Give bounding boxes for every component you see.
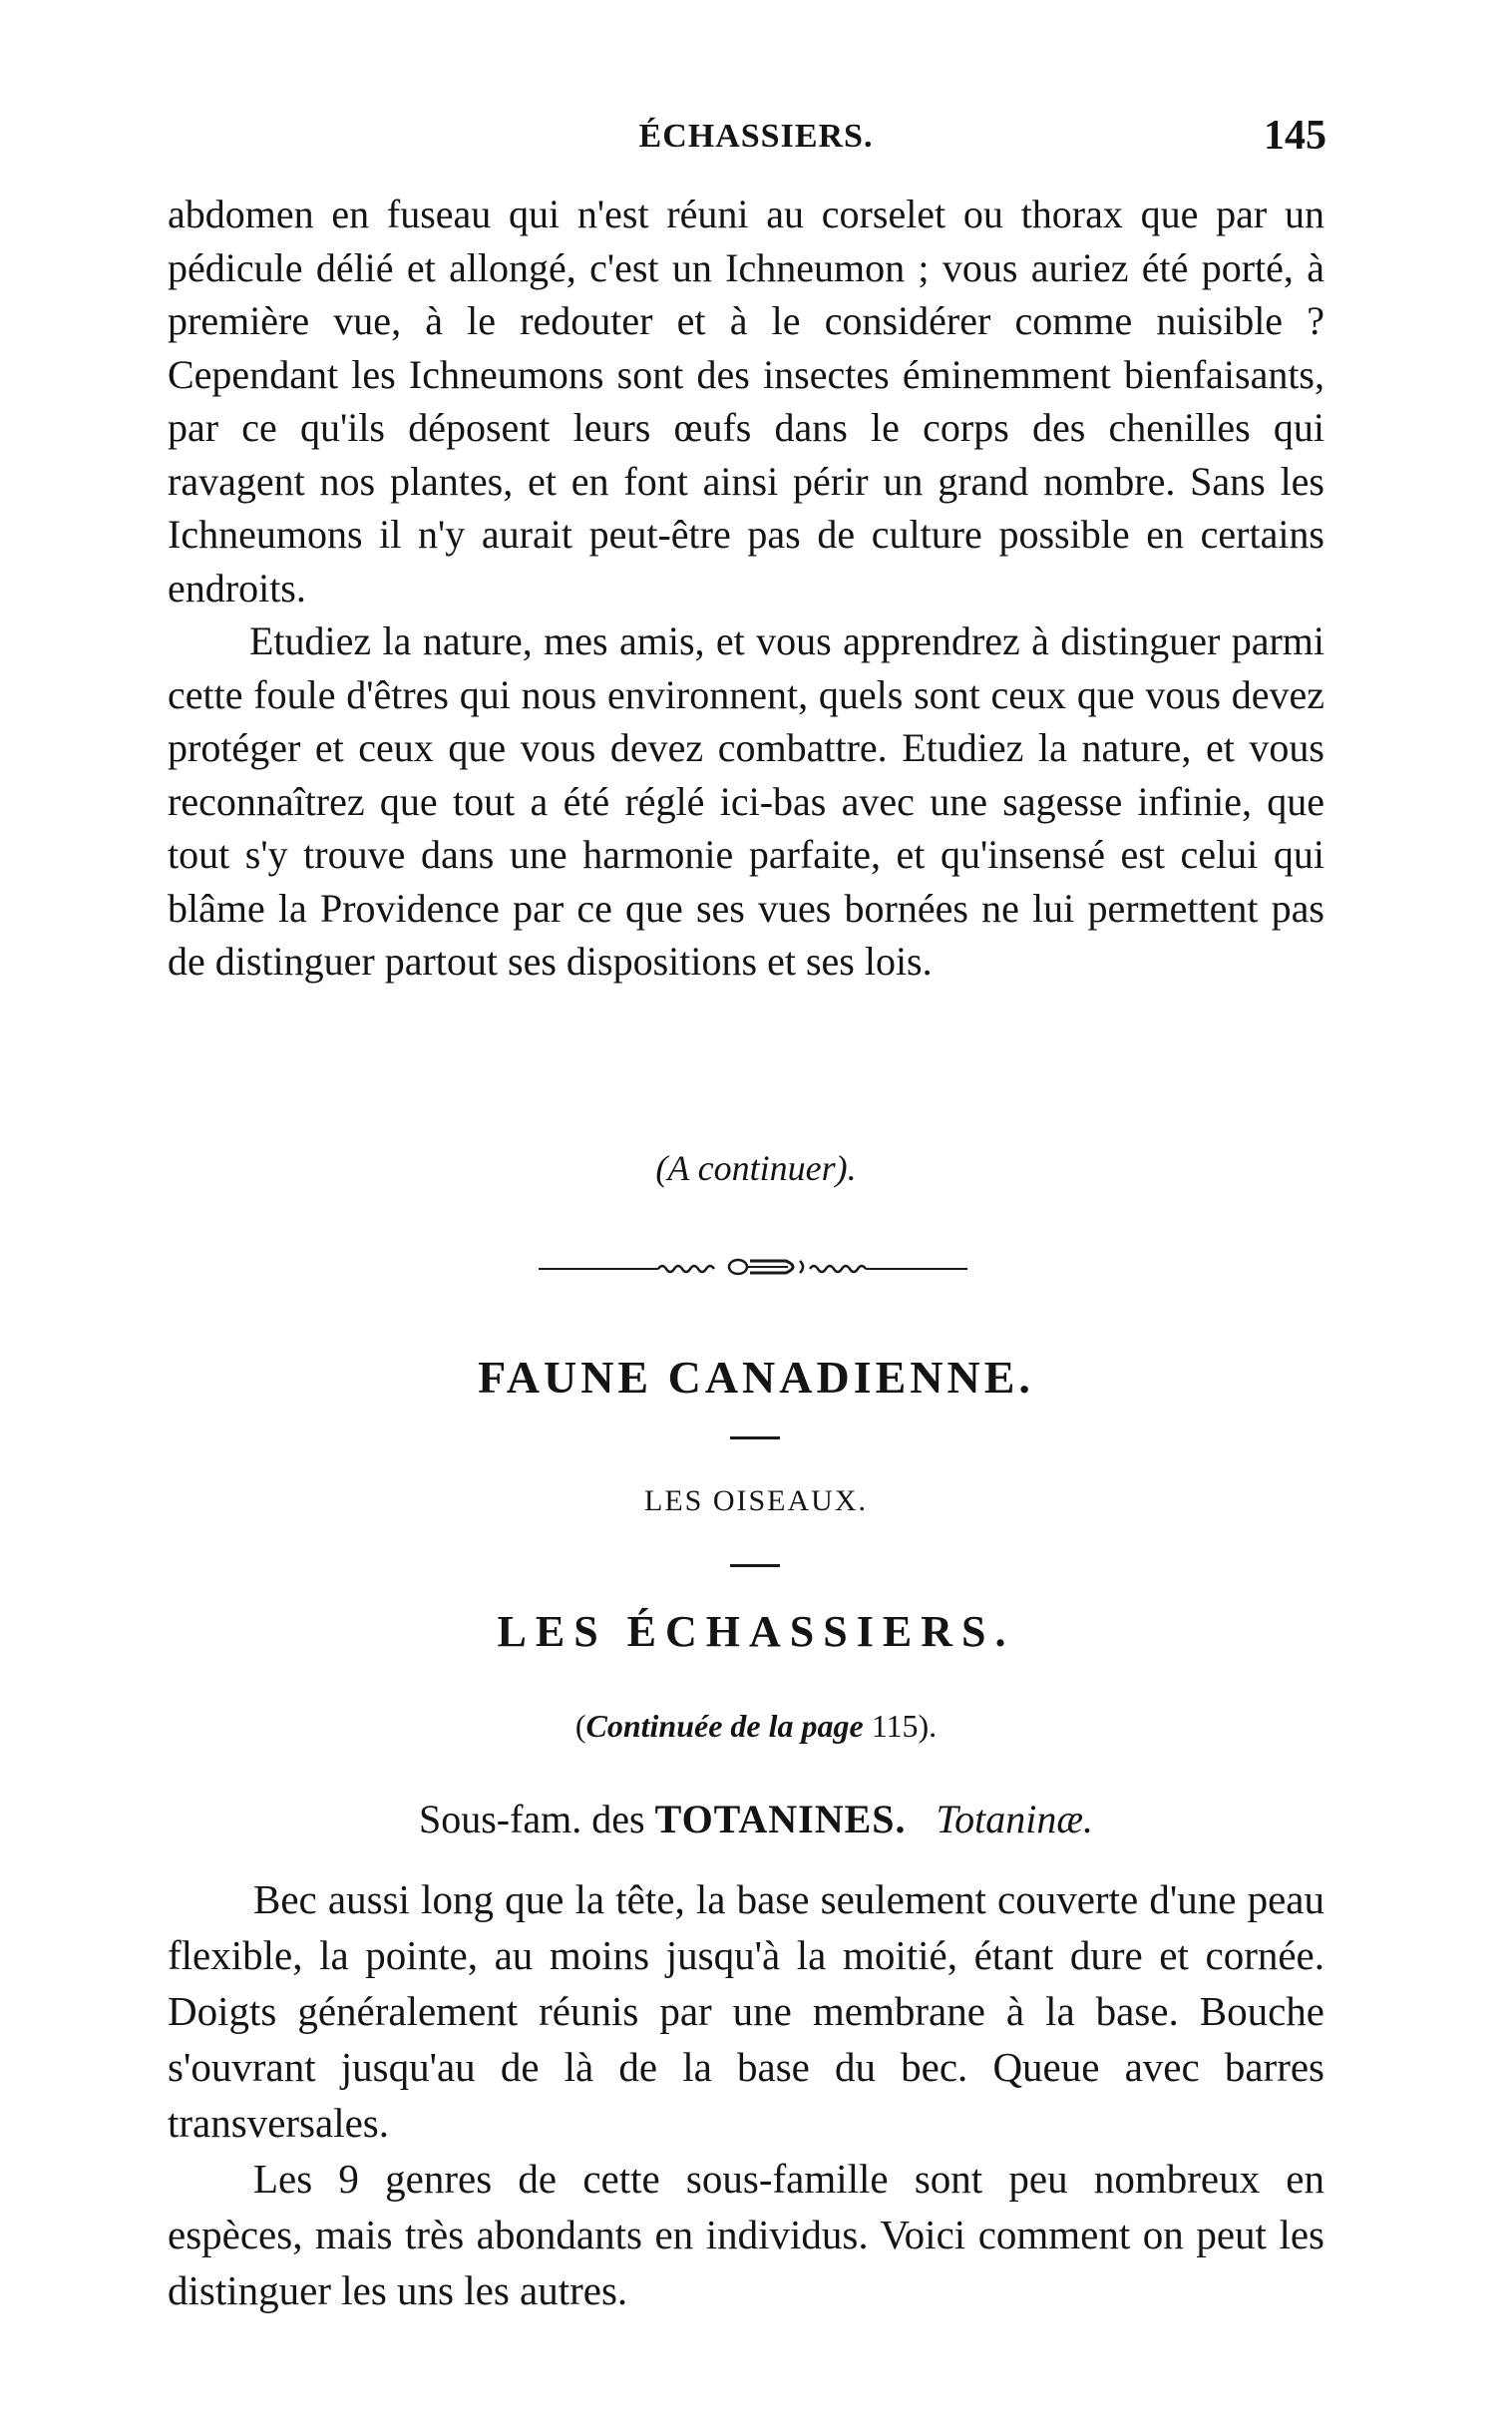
- note-label: Continuée de la page: [585, 1708, 864, 1744]
- upper-text: [168, 188, 1324, 989]
- page-number: 145: [1264, 113, 1326, 159]
- running-head: [0, 112, 1512, 172]
- note-close: ).: [918, 1708, 938, 1744]
- section-subtitle: LES OISEAUX.: [644, 1484, 868, 1517]
- continuation-open: (: [655, 1148, 668, 1188]
- section-title: FAUNE CANADIENNE.: [478, 1352, 1034, 1403]
- continuation-close: ).: [835, 1148, 857, 1188]
- note-open: (: [574, 1708, 586, 1744]
- note-page: 115: [863, 1708, 919, 1744]
- lower-text: [168, 1871, 1324, 2318]
- paragraph-etudiez: Etudiez la nature, mes amis, et vous apprendrez à distinguer parmi cette foule d'êtres qui nous environnent, quels sont ceux que vous devez protéger et ceux que vous devez combattre. Etudiez la nature, et vous reconnaîtrez que tout a été réglé ici-bas avec une sagesse infinie, que tout s'y trouve dans une harmonie parfaite, et qu'insensé est celui qui blâme la Providence par ce que ses vues bornées ne lui permettent pas de distinguer partout ses dispositions et ses lois.: [168, 618, 1324, 984]
- continuation-label: A continuer: [667, 1148, 836, 1188]
- subfamily-prefix: Sous-fam. des: [418, 1797, 655, 1841]
- subfamily-name: TOTANINES.: [654, 1797, 907, 1841]
- ornament-divider-icon: [539, 1247, 967, 1287]
- divider-dash: [730, 1436, 780, 1439]
- paragraph-ichneumon: abdomen en fuseau qui n'est réuni au corselet ou thorax que par un pédicule délié et allongé, c'est un Ichneumon ; vous auriez été porté, à première vue, à le redouter et à le considérer comme nuisible ? Cependant les Ichneumons sont des insectes éminemment bienfaisants, par ce qu'ils déposent leurs œufs dans le corps des chenilles qui ravagent nos plantes, et en font ainsi périr un grand nombre. Sans les Ichneumons il n'y aurait peut-être pas de culture possible en certains endroits.: [168, 192, 1324, 610]
- subfamily-heading: [0, 1796, 1512, 1842]
- subfamily-latin: Totaninæ.: [936, 1797, 1094, 1841]
- continuation-note: [0, 1147, 1512, 1189]
- section-heading: LES ÉCHASSIERS.: [497, 1607, 1015, 1656]
- paragraph-genres: Les 9 genres de cette sous-famille sont peu nombreux en espèces, mais très abondants en individus. Voici comment on peut les distinguer les uns les autres.: [168, 2156, 1324, 2313]
- divider-dash: [730, 1564, 780, 1567]
- running-title: ÉCHASSIERS.: [638, 118, 874, 155]
- paragraph-bec: Bec aussi long que la tête, la base seulement couverte d'une peau flexible, la pointe, au moins jusqu'à la moitié, étant dure et cornée. Doigts généralement réunis par une membrane à la base. Bouche s'ouvrant jusqu'au de là de la base du bec. Queue avec barres transversales.: [168, 1876, 1324, 2146]
- continued-note: [0, 1708, 1512, 1745]
